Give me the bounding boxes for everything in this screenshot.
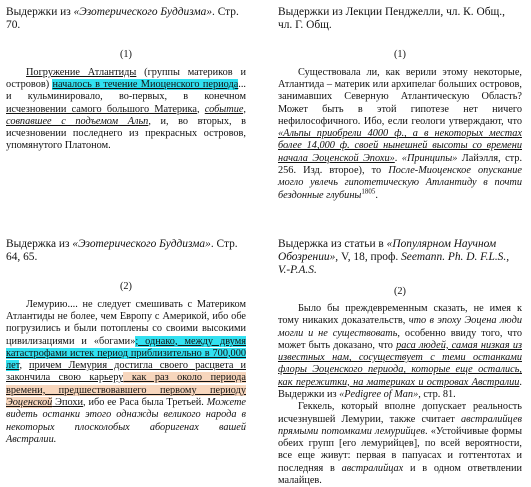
excerpt-text: Погружение Атлантиды (группы материков и островов) началось в течение Миоценского периода... и кульминировало, во-первых, в конечном исчезновении самого большого Материка, событие, совпавшее с подъемом Альп, и, во вторых, в исчезновении последнего из прекрасных островов, упомянутого Платоном.	[6, 66, 247, 152]
excerpt-esoteric-buddhism-2	[6, 238, 246, 446]
excerpt-pengelly-lecture	[278, 6, 522, 202]
highlight-peach: как раз около периода времени, предшествовавшего первому периоду	[6, 372, 246, 396]
footnote-ref: 1805	[361, 187, 376, 196]
excerpt-number: (2)	[119, 281, 132, 293]
excerpt-text-continued: Геккель, который вполне допускает реальность исчезнувшей Лемурии, также считает австралийцев прямыми потомками лемурийцев. «Устойчивые формы обеих групп [его лемурийцев], по всей вероятности, все еще живут: первая в папуасах и готтентотах и последняя в австралийцах и в одном ответвлении малайцев.	[278, 401, 522, 487]
excerpt-heading: Выдержка из «Эзотерического Буддизма». Стр. 64, 65.	[6, 238, 238, 264]
excerpt-heading: Выдержка из статьи в «Популярном Научном Обозрении», V, 18, проф. Seemann. Ph. D. F.L.S., V.-P.A.S.	[278, 238, 510, 277]
excerpt-popular-science-review	[278, 238, 522, 487]
excerpt-heading: Выдержки из Лекции Пенджелли, чл. К. Общ., чл. Г. Общ.	[278, 6, 505, 32]
excerpt-number: (2)	[393, 285, 406, 297]
highlight-cyan: началось в течение Миоценского периода	[52, 79, 239, 90]
excerpt-esoteric-buddhism-1	[6, 6, 246, 153]
highlight-cyan: ; однако, между двумя катастрофами истек период приблизительно в 700,000 лет	[6, 335, 246, 372]
excerpt-text: Было бы преждевременным сказать, не имея к тому никаких доказательств, что в эпоху Эоцена люди могли и не существовать, особенно ввиду того, что может быть доказано, что раса людей, самая низкая из известных нам, сосуществует с теми останками флоры Эоценского периода, которые еще остались, как пережитки, на материках и островах Австралии. Выдержки из «Pedigree of Man», стр. 81.	[278, 302, 523, 400]
excerpt-heading: Выдержки из «Эзотерического Буддизма». Стр. 70.	[6, 6, 239, 32]
excerpt-number: (1)	[119, 49, 132, 61]
excerpt-number: (1)	[393, 49, 406, 61]
excerpt-text: Существовала ли, как верили этому некоторые, Атлантида – материк или архипелаг больших островов, занимавших Северную Атлантическую Область? Может быть в этой гипотезе нет ничего нефилософичного. Ибо, если геологи утверждают, что «Альпы приобрели 4000 ф., а в некоторых местах более 14,000 ф. своей нынешней высоты со времени начала Эоценской Эпохи». «Принципы» Лайэлля, стр. 256. Изд. второе), то После-Миоценское опускание могло увлечь гипотетическую Атлантиду в почти бездонные глубины$^{1805}$.	[278, 66, 523, 201]
excerpt-text: Лемурию.... не следует смешивать с Материком Атлантиды не более, чем Европу с Америкой, ибо обе погрузились и были потоплены со своими высокими цивилизациями и «богами»; однако, между двумя катастрофами истек период приблизительно в 700,000 лет, причем Лемурия достигла своего расцвета и закончила свою карьеру как раз около периода времени, предшествовавшего первому периоду Эоценской Эпохи, ибо ее Раса была Третьей. Можете видеть останки этого однажды великого народа в некоторых плосколобых аборигенах вашей Австралии.	[6, 298, 246, 445]
